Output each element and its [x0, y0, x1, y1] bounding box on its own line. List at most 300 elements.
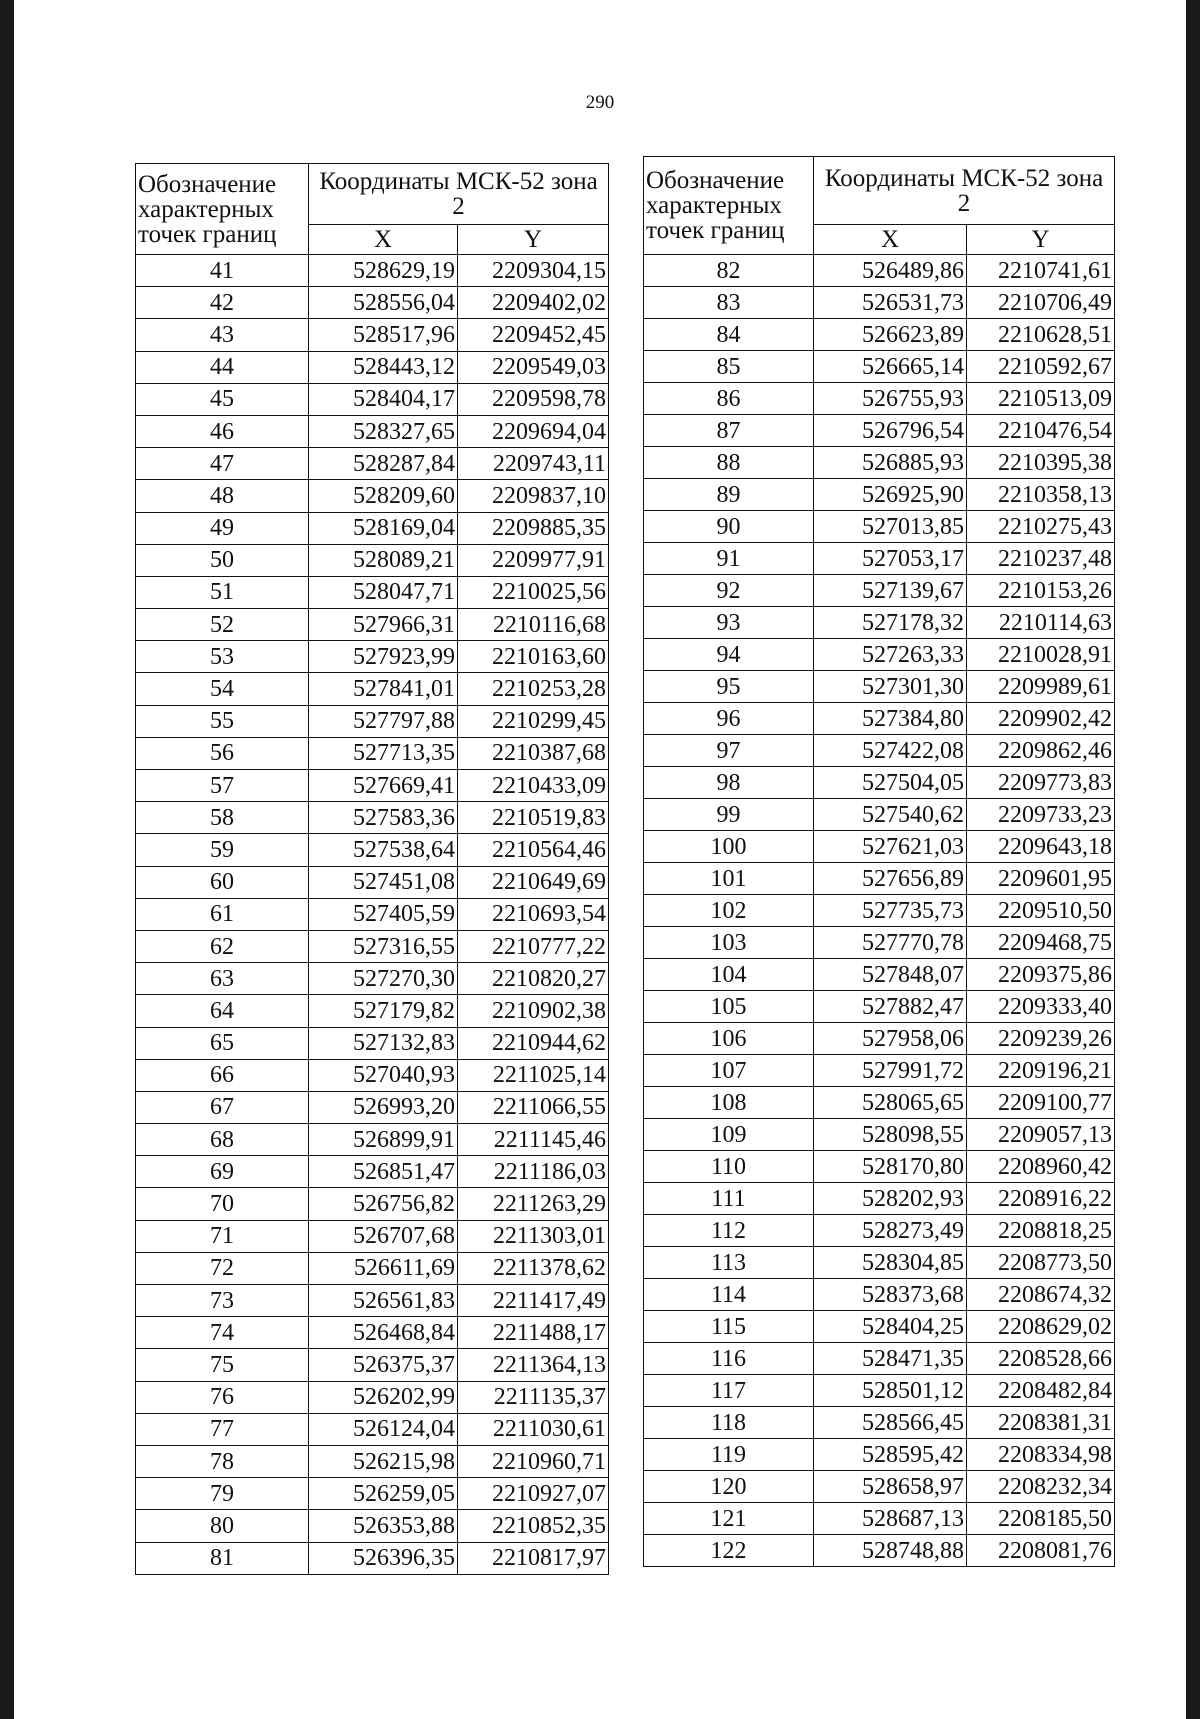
- point-number-cell: 116: [644, 1343, 814, 1375]
- y-coordinate-cell: 2209643,18: [967, 831, 1115, 863]
- x-coordinate-cell: 527966,31: [309, 609, 458, 641]
- x-coordinate-cell: 528748,88: [814, 1535, 967, 1567]
- y-coordinate-cell: 2211066,55: [458, 1091, 609, 1123]
- table-row: [136, 448, 609, 480]
- point-number-cell: 117: [644, 1375, 814, 1407]
- point-number-cell: 78: [136, 1445, 309, 1477]
- x-coordinate-cell: 526885,93: [814, 447, 967, 479]
- x-coordinate-cell: 528287,84: [309, 448, 458, 480]
- y-coordinate-cell: 2210358,13: [967, 479, 1115, 511]
- point-number-cell: 59: [136, 834, 309, 866]
- x-coordinate-cell: 527451,08: [309, 866, 458, 898]
- y-coordinate-cell: 2209196,21: [967, 1055, 1115, 1087]
- point-number-cell: 94: [644, 639, 814, 671]
- y-coordinate-cell: 2210649,69: [458, 866, 609, 898]
- table-row: [644, 351, 1115, 383]
- table-row: [136, 1317, 609, 1349]
- coordinates-table-left: [135, 163, 609, 1575]
- point-number-cell: 54: [136, 673, 309, 705]
- y-coordinate-cell: 2210693,54: [458, 898, 609, 930]
- point-number-cell: 45: [136, 383, 309, 415]
- y-coordinate-cell: 2209468,75: [967, 927, 1115, 959]
- x-coordinate-cell: 528304,85: [814, 1247, 967, 1279]
- x-coordinate-cell: 526531,73: [814, 287, 967, 319]
- x-coordinate-cell: 528089,21: [309, 544, 458, 576]
- table-row: [136, 1510, 609, 1542]
- table-row: [136, 1542, 609, 1574]
- point-number-cell: 56: [136, 737, 309, 769]
- point-number-cell: 52: [136, 609, 309, 641]
- point-number-cell: 86: [644, 383, 814, 415]
- scan-edge-left: [0, 0, 14, 1719]
- point-number-cell: 66: [136, 1059, 309, 1091]
- table-row: [644, 1311, 1115, 1343]
- table-row: [136, 963, 609, 995]
- y-coordinate-cell: 2209743,11: [458, 448, 609, 480]
- point-number-cell: 91: [644, 543, 814, 575]
- y-coordinate-cell: 2210275,43: [967, 511, 1115, 543]
- y-coordinate-cell: 2210476,54: [967, 415, 1115, 447]
- point-number-cell: 83: [644, 287, 814, 319]
- x-coordinate-cell: 528327,65: [309, 415, 458, 447]
- y-coordinate-cell: 2209989,61: [967, 671, 1115, 703]
- page-number: 290: [585, 92, 615, 113]
- point-number-cell: 42: [136, 287, 309, 319]
- y-coordinate-cell: 2211364,13: [458, 1349, 609, 1381]
- table-row: [644, 1503, 1115, 1535]
- header-x: X: [309, 225, 458, 255]
- x-coordinate-cell: 526124,04: [309, 1413, 458, 1445]
- point-number-cell: 58: [136, 802, 309, 834]
- table-row: [136, 255, 609, 287]
- y-coordinate-cell: 2209773,83: [967, 767, 1115, 799]
- x-coordinate-cell: 527301,30: [814, 671, 967, 703]
- table-row: [644, 287, 1115, 319]
- y-coordinate-cell: 2210852,35: [458, 1510, 609, 1542]
- table-row: [136, 641, 609, 673]
- x-coordinate-cell: 526851,47: [309, 1156, 458, 1188]
- y-coordinate-cell: 2209837,10: [458, 480, 609, 512]
- point-number-cell: 47: [136, 448, 309, 480]
- table-row: [644, 543, 1115, 575]
- table-row: [644, 607, 1115, 639]
- point-number-cell: 99: [644, 799, 814, 831]
- point-number-cell: 98: [644, 767, 814, 799]
- x-coordinate-cell: 526755,93: [814, 383, 967, 415]
- table-row: [136, 609, 609, 641]
- y-coordinate-cell: 2210513,09: [967, 383, 1115, 415]
- x-coordinate-cell: 527384,80: [814, 703, 967, 735]
- x-coordinate-cell: 528404,17: [309, 383, 458, 415]
- x-coordinate-cell: 527882,47: [814, 991, 967, 1023]
- x-coordinate-cell: 528443,12: [309, 351, 458, 383]
- point-number-cell: 48: [136, 480, 309, 512]
- x-coordinate-cell: 526375,37: [309, 1349, 458, 1381]
- y-coordinate-cell: 2210592,67: [967, 351, 1115, 383]
- point-number-cell: 60: [136, 866, 309, 898]
- x-coordinate-cell: 527504,05: [814, 767, 967, 799]
- point-number-cell: 114: [644, 1279, 814, 1311]
- y-coordinate-cell: 2208528,66: [967, 1343, 1115, 1375]
- table-row: [136, 1478, 609, 1510]
- y-coordinate-cell: 2210628,51: [967, 319, 1115, 351]
- y-coordinate-cell: 2209549,03: [458, 351, 609, 383]
- y-coordinate-cell: 2209601,95: [967, 863, 1115, 895]
- table-row: [644, 639, 1115, 671]
- point-number-cell: 100: [644, 831, 814, 863]
- y-coordinate-cell: 2210564,46: [458, 834, 609, 866]
- x-coordinate-cell: 527770,78: [814, 927, 967, 959]
- point-number-cell: 61: [136, 898, 309, 930]
- point-number-cell: 118: [644, 1407, 814, 1439]
- table-row: [644, 895, 1115, 927]
- table-row: [644, 1215, 1115, 1247]
- table-row: [136, 770, 609, 802]
- table-row: [136, 576, 609, 608]
- x-coordinate-cell: 528687,13: [814, 1503, 967, 1535]
- x-coordinate-cell: 528209,60: [309, 480, 458, 512]
- point-number-cell: 107: [644, 1055, 814, 1087]
- table-row: [136, 1285, 609, 1317]
- y-coordinate-cell: 2208818,25: [967, 1215, 1115, 1247]
- x-coordinate-cell: 527053,17: [814, 543, 967, 575]
- point-number-cell: 109: [644, 1119, 814, 1151]
- point-number-cell: 97: [644, 735, 814, 767]
- point-number-cell: 108: [644, 1087, 814, 1119]
- x-coordinate-cell: 527540,62: [814, 799, 967, 831]
- table-row: [644, 479, 1115, 511]
- table-row: [644, 735, 1115, 767]
- table-row: [644, 575, 1115, 607]
- table-row: [644, 1247, 1115, 1279]
- table-row: [136, 995, 609, 1027]
- table-row: [644, 799, 1115, 831]
- table-row: [644, 1343, 1115, 1375]
- point-number-cell: 70: [136, 1188, 309, 1220]
- x-coordinate-cell: 526899,91: [309, 1124, 458, 1156]
- table-row: [136, 1445, 609, 1477]
- header-y: Y: [967, 225, 1115, 255]
- y-coordinate-cell: 2209239,26: [967, 1023, 1115, 1055]
- point-number-cell: 72: [136, 1252, 309, 1284]
- table-row: [644, 1087, 1115, 1119]
- table-row: [136, 319, 609, 351]
- point-number-cell: 44: [136, 351, 309, 383]
- table-row: [644, 1183, 1115, 1215]
- y-coordinate-cell: 2211417,49: [458, 1285, 609, 1317]
- x-coordinate-cell: 527713,35: [309, 737, 458, 769]
- y-coordinate-cell: 2208674,32: [967, 1279, 1115, 1311]
- point-number-cell: 79: [136, 1478, 309, 1510]
- point-number-cell: 112: [644, 1215, 814, 1247]
- x-coordinate-cell: 528629,19: [309, 255, 458, 287]
- y-coordinate-cell: 2209902,42: [967, 703, 1115, 735]
- x-coordinate-cell: 527132,83: [309, 1027, 458, 1059]
- y-coordinate-cell: 2210927,07: [458, 1478, 609, 1510]
- x-coordinate-cell: 527923,99: [309, 641, 458, 673]
- table-row: [136, 802, 609, 834]
- table-row: [136, 1413, 609, 1445]
- x-coordinate-cell: 526259,05: [309, 1478, 458, 1510]
- header-y: Y: [458, 225, 609, 255]
- x-coordinate-cell: 528047,71: [309, 576, 458, 608]
- table-row: [644, 1279, 1115, 1311]
- y-coordinate-cell: 2211025,14: [458, 1059, 609, 1091]
- x-coordinate-cell: 526202,99: [309, 1381, 458, 1413]
- point-number-cell: 76: [136, 1381, 309, 1413]
- point-number-cell: 95: [644, 671, 814, 703]
- y-coordinate-cell: 2209733,23: [967, 799, 1115, 831]
- y-coordinate-cell: 2209598,78: [458, 383, 609, 415]
- point-number-cell: 57: [136, 770, 309, 802]
- x-coordinate-cell: 528595,42: [814, 1439, 967, 1471]
- x-coordinate-cell: 527991,72: [814, 1055, 967, 1087]
- table-row: [644, 1407, 1115, 1439]
- point-number-cell: 111: [644, 1183, 814, 1215]
- coordinates-table-right: [643, 156, 1115, 1567]
- x-coordinate-cell: 528169,04: [309, 512, 458, 544]
- table-row: [136, 287, 609, 319]
- x-coordinate-cell: 526796,54: [814, 415, 967, 447]
- table-row: [136, 834, 609, 866]
- table-row: [644, 415, 1115, 447]
- point-number-cell: 49: [136, 512, 309, 544]
- x-coordinate-cell: 528202,93: [814, 1183, 967, 1215]
- y-coordinate-cell: 2210114,63: [967, 607, 1115, 639]
- y-coordinate-cell: 2209885,35: [458, 512, 609, 544]
- y-coordinate-cell: 2209057,13: [967, 1119, 1115, 1151]
- point-number-cell: 110: [644, 1151, 814, 1183]
- point-number-cell: 121: [644, 1503, 814, 1535]
- table-row: [136, 383, 609, 415]
- y-coordinate-cell: 2208185,50: [967, 1503, 1115, 1535]
- y-coordinate-cell: 2210387,68: [458, 737, 609, 769]
- point-number-cell: 87: [644, 415, 814, 447]
- table-row: [136, 351, 609, 383]
- y-coordinate-cell: 2210817,97: [458, 1542, 609, 1574]
- x-coordinate-cell: 527848,07: [814, 959, 967, 991]
- x-coordinate-cell: 526611,69: [309, 1252, 458, 1284]
- point-number-cell: 74: [136, 1317, 309, 1349]
- x-coordinate-cell: 528471,35: [814, 1343, 967, 1375]
- y-coordinate-cell: 2210777,22: [458, 930, 609, 962]
- x-coordinate-cell: 526353,88: [309, 1510, 458, 1542]
- table-row: [644, 1375, 1115, 1407]
- point-number-cell: 71: [136, 1220, 309, 1252]
- table-row: [644, 703, 1115, 735]
- x-coordinate-cell: 526707,68: [309, 1220, 458, 1252]
- x-coordinate-cell: 528501,12: [814, 1375, 967, 1407]
- table-row: [644, 991, 1115, 1023]
- table-body-right: [644, 255, 1115, 1567]
- table-row: [136, 544, 609, 576]
- y-coordinate-cell: 2208081,76: [967, 1535, 1115, 1567]
- point-number-cell: 103: [644, 927, 814, 959]
- x-coordinate-cell: 527316,55: [309, 930, 458, 962]
- y-coordinate-cell: 2211186,03: [458, 1156, 609, 1188]
- y-coordinate-cell: 2208482,84: [967, 1375, 1115, 1407]
- point-number-cell: 43: [136, 319, 309, 351]
- header-point-designation: Обозначение характерных точек границ: [136, 164, 309, 255]
- point-number-cell: 84: [644, 319, 814, 351]
- point-number-cell: 53: [136, 641, 309, 673]
- y-coordinate-cell: 2210237,48: [967, 543, 1115, 575]
- y-coordinate-cell: 2210395,38: [967, 447, 1115, 479]
- table-body-left: [136, 255, 609, 1575]
- y-coordinate-cell: 2211488,17: [458, 1317, 609, 1349]
- table-row: [136, 1124, 609, 1156]
- point-number-cell: 119: [644, 1439, 814, 1471]
- point-number-cell: 96: [644, 703, 814, 735]
- header-coordinates: Координаты МСК-52 зона 2: [309, 164, 609, 225]
- x-coordinate-cell: 527583,36: [309, 802, 458, 834]
- x-coordinate-cell: 526623,89: [814, 319, 967, 351]
- x-coordinate-cell: 528065,65: [814, 1087, 967, 1119]
- table-row: [136, 1220, 609, 1252]
- point-number-cell: 41: [136, 255, 309, 287]
- y-coordinate-cell: 2209100,77: [967, 1087, 1115, 1119]
- point-number-cell: 113: [644, 1247, 814, 1279]
- point-number-cell: 101: [644, 863, 814, 895]
- point-number-cell: 80: [136, 1510, 309, 1542]
- point-number-cell: 69: [136, 1156, 309, 1188]
- y-coordinate-cell: 2210944,62: [458, 1027, 609, 1059]
- y-coordinate-cell: 2209402,02: [458, 287, 609, 319]
- table-row: [644, 1151, 1115, 1183]
- point-number-cell: 85: [644, 351, 814, 383]
- table-row: [644, 1471, 1115, 1503]
- table-row: [644, 1119, 1115, 1151]
- y-coordinate-cell: 2208916,22: [967, 1183, 1115, 1215]
- table-row: [644, 1439, 1115, 1471]
- x-coordinate-cell: 527621,03: [814, 831, 967, 863]
- table-row: [644, 319, 1115, 351]
- table-row: [644, 1023, 1115, 1055]
- x-coordinate-cell: 527422,08: [814, 735, 967, 767]
- point-number-cell: 106: [644, 1023, 814, 1055]
- table-row: [644, 927, 1115, 959]
- table-row: [136, 930, 609, 962]
- table-row: [644, 1535, 1115, 1567]
- table-row: [644, 447, 1115, 479]
- x-coordinate-cell: 526561,83: [309, 1285, 458, 1317]
- x-coordinate-cell: 528098,55: [814, 1119, 967, 1151]
- table-row: [644, 255, 1115, 287]
- y-coordinate-cell: 2209862,46: [967, 735, 1115, 767]
- table-row: [136, 1059, 609, 1091]
- y-coordinate-cell: 2210902,38: [458, 995, 609, 1027]
- y-coordinate-cell: 2211135,37: [458, 1381, 609, 1413]
- y-coordinate-cell: 2209694,04: [458, 415, 609, 447]
- point-number-cell: 88: [644, 447, 814, 479]
- table-row: [644, 959, 1115, 991]
- x-coordinate-cell: 526756,82: [309, 1188, 458, 1220]
- point-number-cell: 73: [136, 1285, 309, 1317]
- y-coordinate-cell: 2210741,61: [967, 255, 1115, 287]
- point-number-cell: 65: [136, 1027, 309, 1059]
- x-coordinate-cell: 526993,20: [309, 1091, 458, 1123]
- y-coordinate-cell: 2209977,91: [458, 544, 609, 576]
- table-row: [136, 898, 609, 930]
- x-coordinate-cell: 527178,32: [814, 607, 967, 639]
- y-coordinate-cell: 2210519,83: [458, 802, 609, 834]
- y-coordinate-cell: 2208629,02: [967, 1311, 1115, 1343]
- x-coordinate-cell: 526468,84: [309, 1317, 458, 1349]
- y-coordinate-cell: 2210299,45: [458, 705, 609, 737]
- point-number-cell: 55: [136, 705, 309, 737]
- table-row: [136, 705, 609, 737]
- y-coordinate-cell: 2210433,09: [458, 770, 609, 802]
- point-number-cell: 75: [136, 1349, 309, 1381]
- x-coordinate-cell: 527013,85: [814, 511, 967, 543]
- x-coordinate-cell: 528566,45: [814, 1407, 967, 1439]
- y-coordinate-cell: 2210028,91: [967, 639, 1115, 671]
- x-coordinate-cell: 528373,68: [814, 1279, 967, 1311]
- point-number-cell: 50: [136, 544, 309, 576]
- point-number-cell: 67: [136, 1091, 309, 1123]
- y-coordinate-cell: 2211378,62: [458, 1252, 609, 1284]
- y-coordinate-cell: 2210820,27: [458, 963, 609, 995]
- x-coordinate-cell: 527040,93: [309, 1059, 458, 1091]
- x-coordinate-cell: 528273,49: [814, 1215, 967, 1247]
- table-row: [644, 863, 1115, 895]
- y-coordinate-cell: 2208960,42: [967, 1151, 1115, 1183]
- y-coordinate-cell: 2211030,61: [458, 1413, 609, 1445]
- y-coordinate-cell: 2210025,56: [458, 576, 609, 608]
- y-coordinate-cell: 2209510,50: [967, 895, 1115, 927]
- table-row: [644, 383, 1115, 415]
- table-row: [136, 512, 609, 544]
- y-coordinate-cell: 2210153,26: [967, 575, 1115, 607]
- point-number-cell: 92: [644, 575, 814, 607]
- point-number-cell: 90: [644, 511, 814, 543]
- x-coordinate-cell: 527735,73: [814, 895, 967, 927]
- table-row: [136, 1156, 609, 1188]
- x-coordinate-cell: 528556,04: [309, 287, 458, 319]
- table-row: [136, 1091, 609, 1123]
- point-number-cell: 68: [136, 1124, 309, 1156]
- x-coordinate-cell: 527797,88: [309, 705, 458, 737]
- table-row: [644, 767, 1115, 799]
- table-row: [136, 1188, 609, 1220]
- point-number-cell: 115: [644, 1311, 814, 1343]
- table-row: [136, 1349, 609, 1381]
- y-coordinate-cell: 2209304,15: [458, 255, 609, 287]
- table-row: [136, 480, 609, 512]
- x-coordinate-cell: 526489,86: [814, 255, 967, 287]
- y-coordinate-cell: 2211263,29: [458, 1188, 609, 1220]
- point-number-cell: 82: [644, 255, 814, 287]
- point-number-cell: 122: [644, 1535, 814, 1567]
- y-coordinate-cell: 2209375,86: [967, 959, 1115, 991]
- table-row: [136, 866, 609, 898]
- x-coordinate-cell: 528517,96: [309, 319, 458, 351]
- point-number-cell: 64: [136, 995, 309, 1027]
- y-coordinate-cell: 2210163,60: [458, 641, 609, 673]
- y-coordinate-cell: 2210706,49: [967, 287, 1115, 319]
- table-row: [644, 671, 1115, 703]
- x-coordinate-cell: 527270,30: [309, 963, 458, 995]
- table-row: [136, 1252, 609, 1284]
- x-coordinate-cell: 527263,33: [814, 639, 967, 671]
- x-coordinate-cell: 527179,82: [309, 995, 458, 1027]
- point-number-cell: 81: [136, 1542, 309, 1574]
- y-coordinate-cell: 2208334,98: [967, 1439, 1115, 1471]
- y-coordinate-cell: 2208381,31: [967, 1407, 1115, 1439]
- point-number-cell: 104: [644, 959, 814, 991]
- y-coordinate-cell: 2210960,71: [458, 1445, 609, 1477]
- scan-edge-right: [1186, 0, 1200, 1719]
